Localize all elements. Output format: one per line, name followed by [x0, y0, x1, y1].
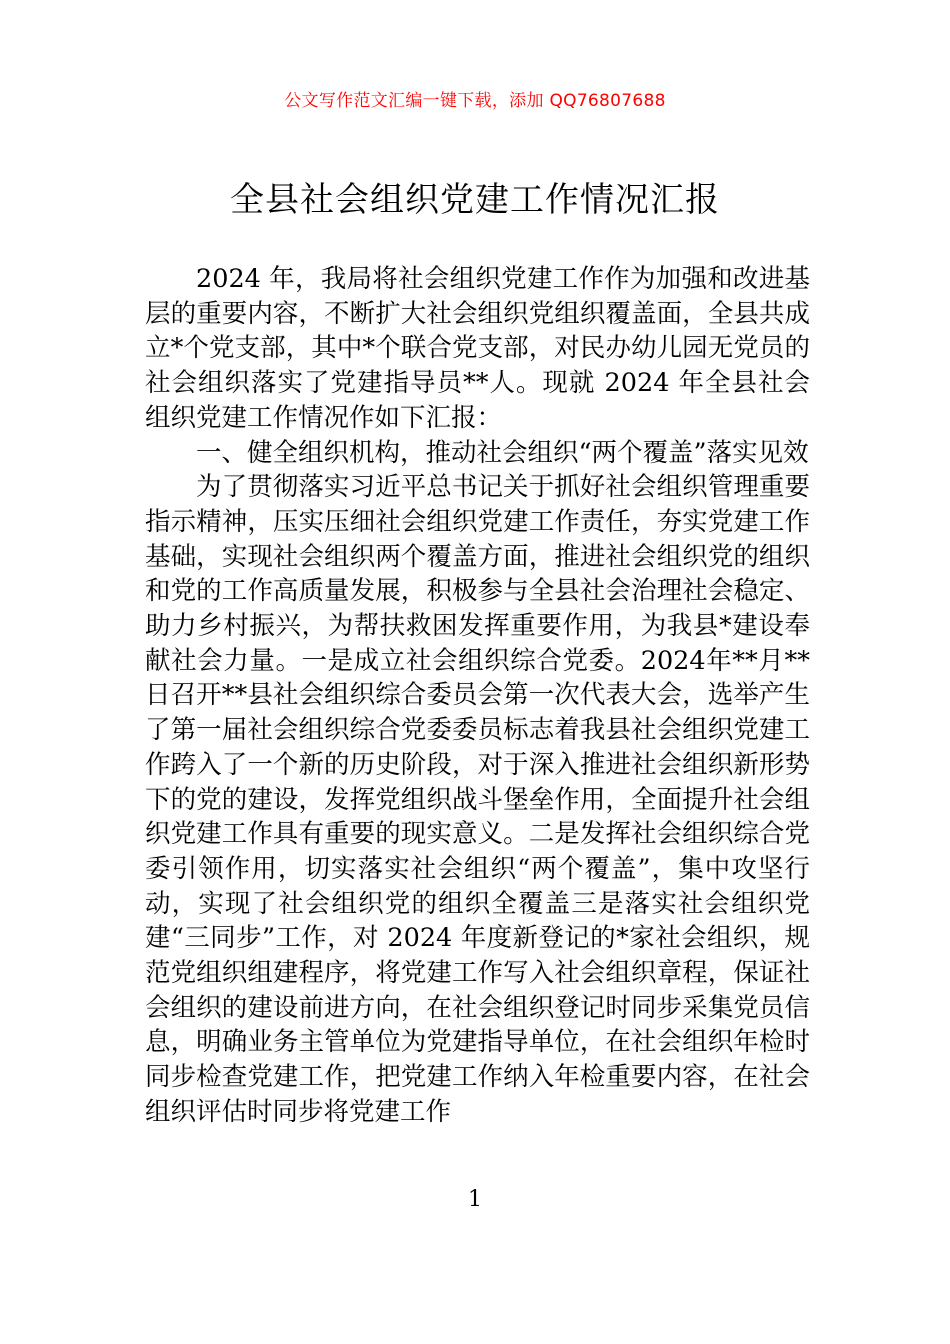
document-body [145, 262, 810, 1130]
promo-header-text[interactable]: 公文写作范文汇编一键下载，添加 QQ76807688 [284, 91, 666, 111]
document-title: 全县社会组织党建工作情况汇报 [230, 180, 720, 220]
page-number: 1 [468, 1187, 482, 1212]
paragraph-intro: 2024 年，我局将社会组织党建工作作为加强和改进基层的重要内容，不断扩大社会组织党组织覆盖面，全县共成立*个党支部，其中*个联合党支部，对民办幼儿园无党员的社会组织落实了党建指导员**人。现就 2024 年全县社会组织党建工作情况作如下汇报： [145, 264, 810, 433]
paragraph-section-1: 为了贯彻落实习近平总书记关于抓好社会组织管理重要指示精神，压实压细社会组织党建工作责任，夯实党建工作基础，实现社会组织两个覆盖方面，推进社会组织党的组织和党的工作高质量发展，积极参与全县社会治理社会稳定、助力乡村振兴，为帮扶救困发挥重要作用，为我县*建设奉献社会力量。一是成立社会组织综合党委。2024年**月**日召开**县社会组织综合委员会第一次代表大会，选举产生了第一届社会组织综合党委委员标志着我县社会组织党建工作跨入了一个新的历史阶段，对于深入推进社会组织新形势下的党的建设，发挥党组织战斗堡垒作用，全面提升社会组织党建工作具有重要的现实意义。二是发挥社会组织综合党委引领作用，切实落实社会组织“两个覆盖”，集中攻坚行动，实现了社会组织党的组织全覆盖三是落实社会组织党建“三同步”工作，对 2024 年度新登记的*家社会组织，规范党组织组建程序，将党建工作写入社会组织章程，保证社会组织的建设前进方向，在社会组织登记时同步采集党员信息，明确业务主管单位为党建指导单位，在社会组织年检时同步检查党建工作，把党建工作纳入年检重要内容，在社会组织评估时同步将党建工作 [145, 472, 810, 1127]
section-heading-1: 一、健全组织机构，推动社会组织“两个覆盖”落实见效 [196, 437, 809, 468]
